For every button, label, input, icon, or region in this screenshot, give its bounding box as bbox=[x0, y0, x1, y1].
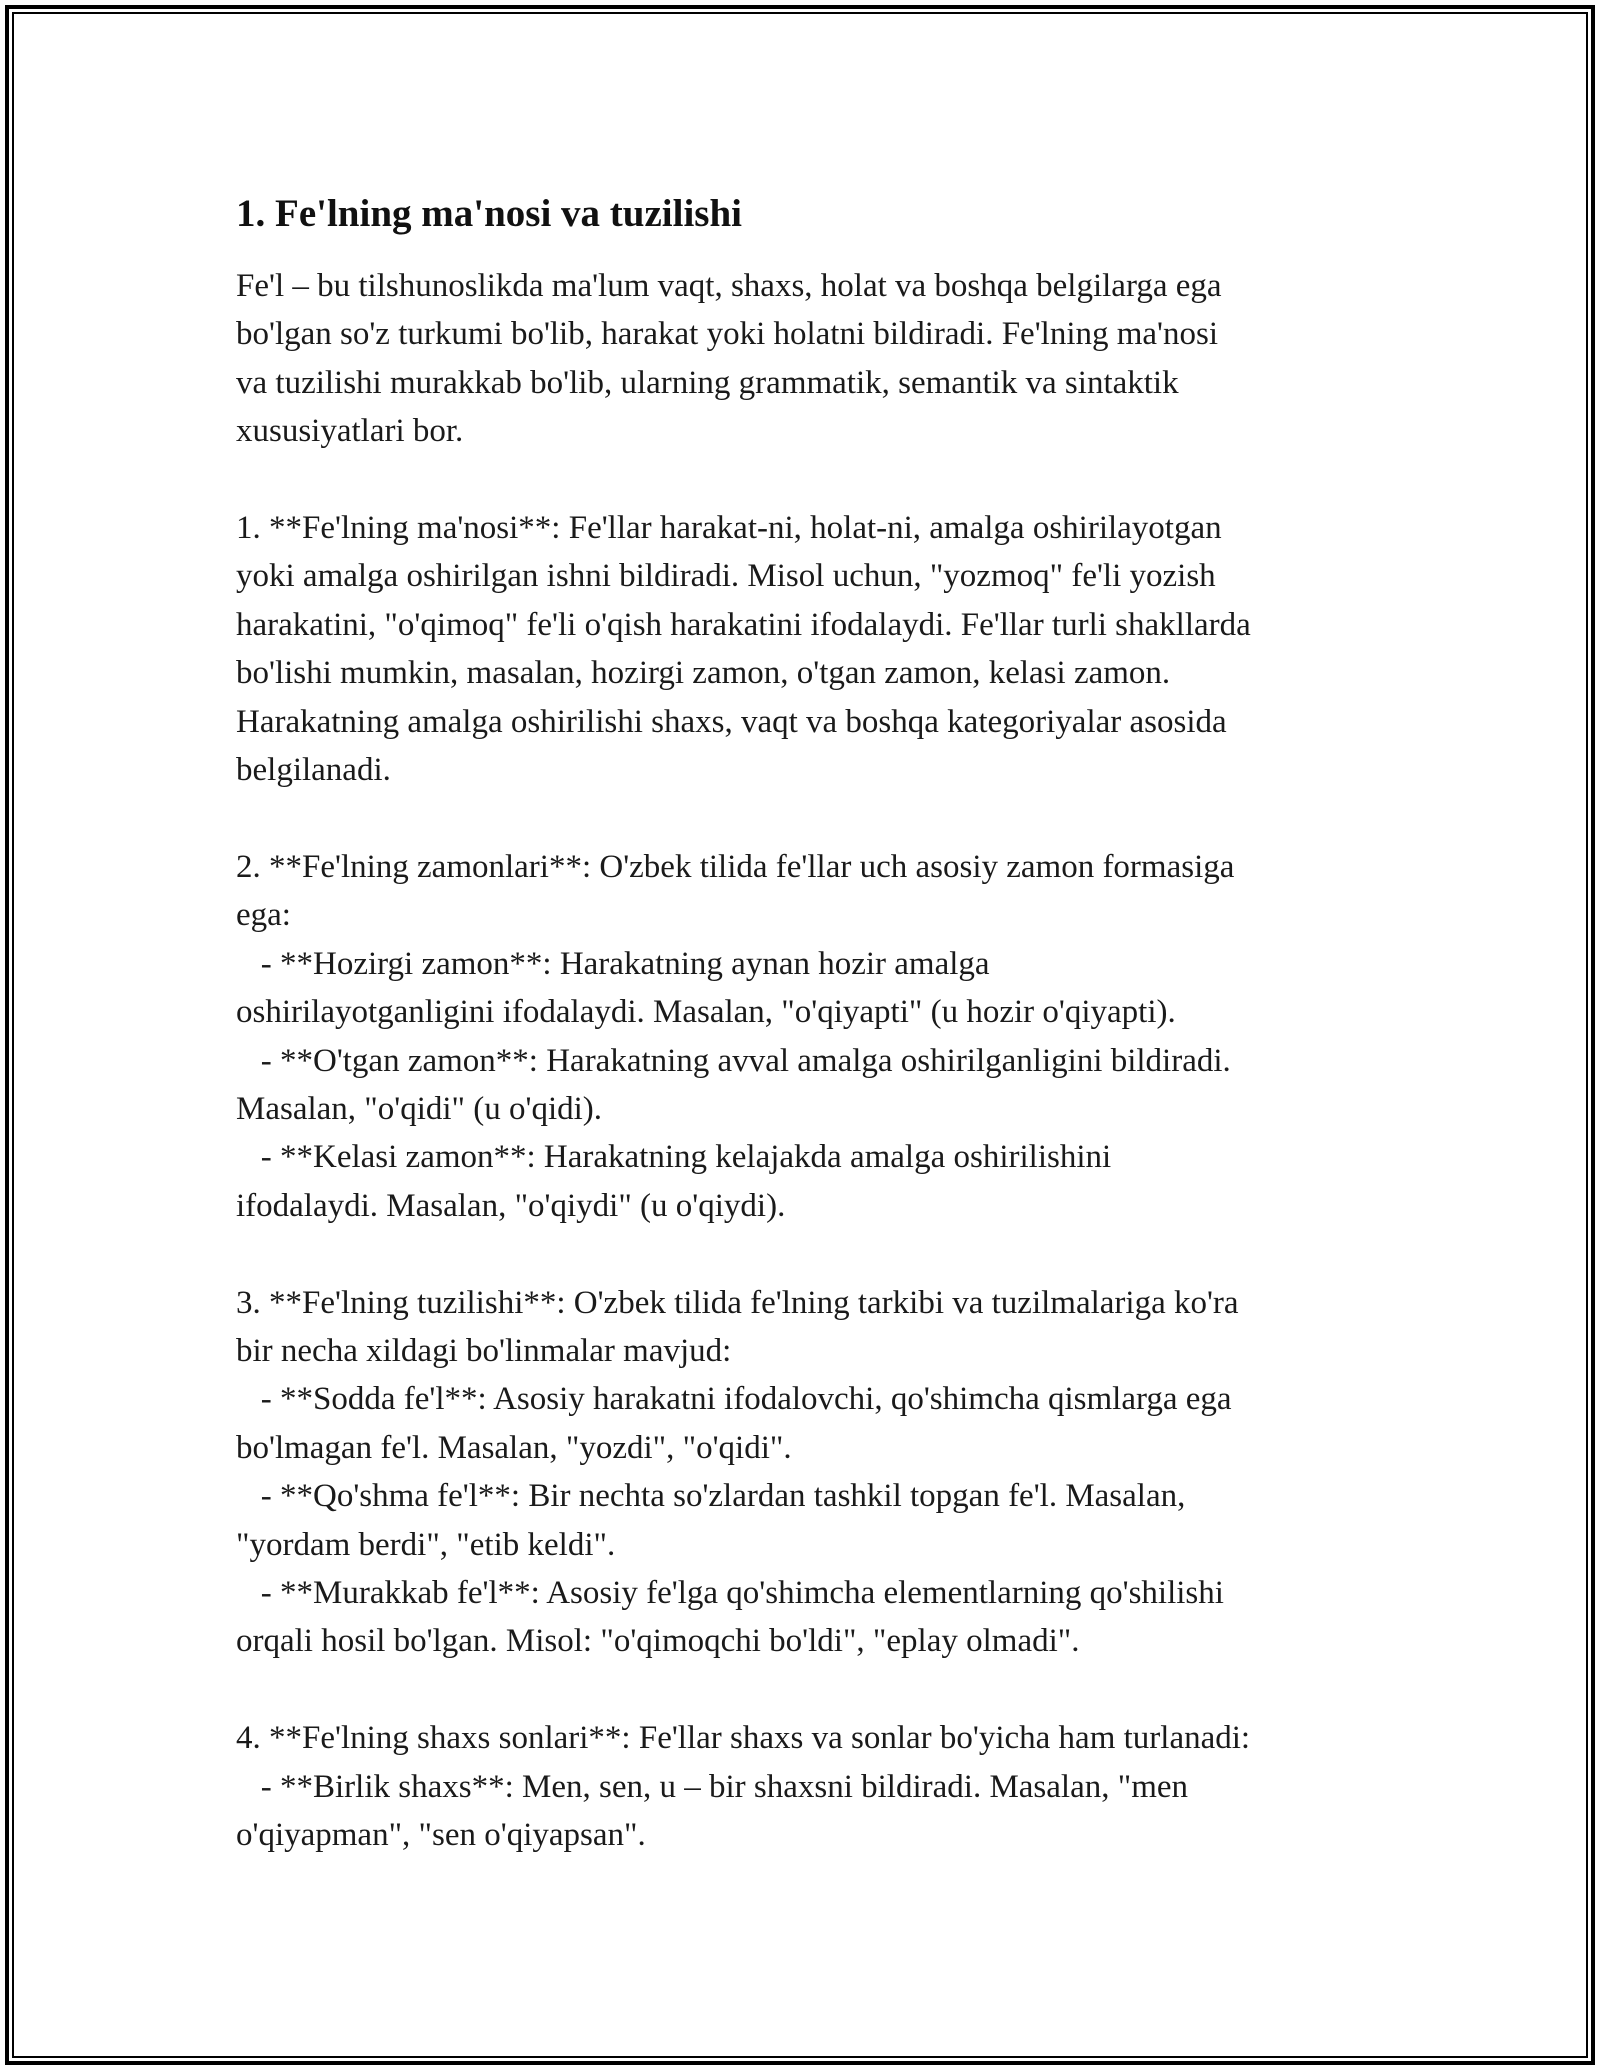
document-body: Fe'l – bu tilshunoslikda ma'lum vaqt, shaxs, holat va boshqa belgilarga ega bo'lgan so'z turkumi bo'lib, harakat yoki holatni bildiradi. Fe'lning ma'nosi va tuzilishi murakkab bo'lib, ularning grammatik, semantik va sintaktik xususiyatlari bor. 1. **Fe'lning ma'nosi**: Fe'llar harakat-ni, holat-ni, amalga oshirilayotgan yoki amalga oshirilgan ishni bildiradi. Misol uchun, "yozmoq" fe'li yozish harakatini, "o'qimoq" fe'li o'qish harakatini ifodalaydi. Fe'llar turli shakllarda bo'lishi mumkin, masalan, hozirgi zamon, o'tgan zamon, kelasi zamon. Harakatning amalga oshirilishi shaxs, vaqt va boshqa kategoriyalar asosida belgilanadi. 2. **Fe'lning zamonlari**: O'zbek tilida fe'llar uch asosiy zamon formasiga ega: - **Hozirgi zamon**: Harakatning aynan hozir amalga oshirilayotganligini ifodalaydi. Masalan, "o'qiyapti" (u hozir o'qiyapti). - **O'tgan zamon**: Harakatning avval amalga oshirilganligini bildiradi. Masalan, "o'qidi" (u o'qidi). - **Kelasi zamon**: Harakatning kelajakda amalga oshirilishini ifodalaydi. Masalan, "o'qiydi" (u o'qiydi). 3. **Fe'lning tuzilishi**: O'zbek tilida fe'lning tarkibi va tuzilmalariga ko'ra bir necha xildagi bo'linmalar mavjud: - **Sodda fe'l**: Asosiy harakatni ifodalovchi, qo'shimcha qismlarga ega bo'lmagan fe'l. Masalan, "yozdi", "o'qidi". - **Qo'shma fe'l**: Bir nechta so'zlardan tashkil topgan fe'l. Masalan, "yordam berdi", "etib keldi". - **Murakkab fe'l**: Asosiy fe'lga qo'shimcha elementlarning qo'shilishi orqali hosil bo'lgan. Misol: "o'qimoqchi bo'ldi", "eplay olmadi". 4. **Fe'lning shaxs sonlari**: Fe'llar shaxs va sonlar bo'yicha ham turlanadi: - **Birlik shaxs**: Men, sen, u – bir shaxsni bildiradi. Masalan, "men o'qiyapman", "sen o'qiyapsan". bbox=[236, 268, 1251, 1853]
document-title: 1. Fe'lning ma'nosi va tuzilishi bbox=[236, 192, 742, 235]
document-content bbox=[236, 186, 1386, 1859]
